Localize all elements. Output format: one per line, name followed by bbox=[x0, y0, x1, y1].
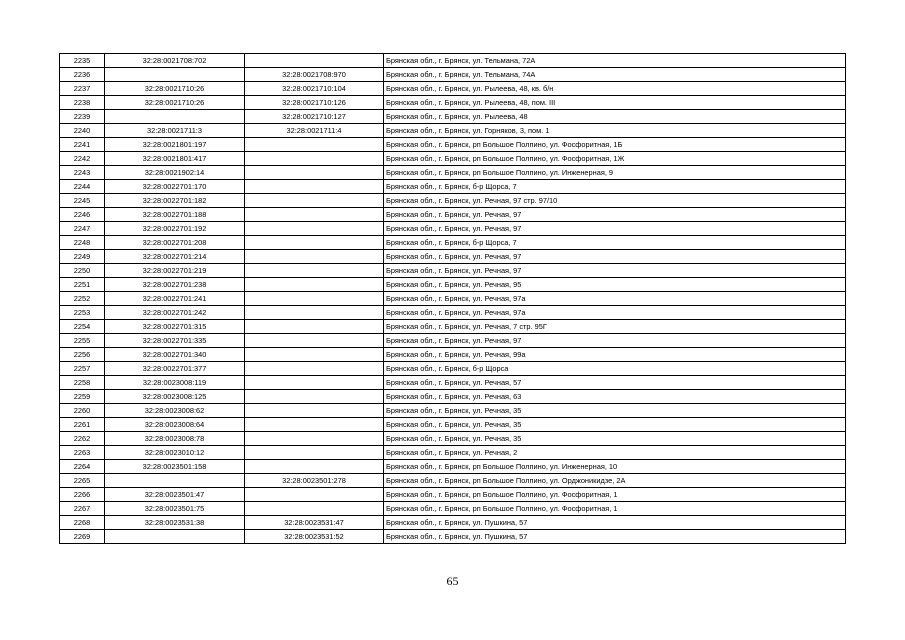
address-cell: Брянская обл., г. Брянск, ул. Речная, 97а bbox=[384, 306, 846, 320]
cadastral-number-secondary-cell bbox=[245, 390, 384, 404]
row-number-cell: 2268 bbox=[60, 516, 105, 530]
row-number-cell: 2259 bbox=[60, 390, 105, 404]
cadastral-number-cell: 32:28:0022701:219 bbox=[105, 264, 245, 278]
cadastral-number-cell: 32:28:0023501:75 bbox=[105, 502, 245, 516]
row-number-cell: 2245 bbox=[60, 194, 105, 208]
table-row bbox=[60, 390, 846, 404]
address-cell: Брянская обл., г. Брянск, ул. Речная, 35 bbox=[384, 418, 846, 432]
table-row bbox=[60, 250, 846, 264]
address-cell: Брянская обл., г. Брянск, ул. Речная, 57 bbox=[384, 376, 846, 390]
table-row bbox=[60, 334, 846, 348]
table-row bbox=[60, 474, 846, 488]
row-number-cell: 2254 bbox=[60, 320, 105, 334]
cadastral-number-cell: 32:28:0022701:170 bbox=[105, 180, 245, 194]
table-row bbox=[60, 516, 846, 530]
row-number-cell: 2256 bbox=[60, 348, 105, 362]
row-number-cell: 2237 bbox=[60, 82, 105, 96]
address-cell: Брянская обл., г. Брянск, ул. Пушкина, 57 bbox=[384, 516, 846, 530]
row-number-cell: 2248 bbox=[60, 236, 105, 250]
address-cell: Брянская обл., г. Брянск, ул. Речная, 97 bbox=[384, 250, 846, 264]
row-number-cell: 2260 bbox=[60, 404, 105, 418]
cadastral-number-cell: 32:28:0021902:14 bbox=[105, 166, 245, 180]
cadastral-number-cell: 32:28:0022701:340 bbox=[105, 348, 245, 362]
cadastral-number-cell: 32:28:0023008:119 bbox=[105, 376, 245, 390]
cadastral-number-secondary-cell bbox=[245, 502, 384, 516]
row-number-cell: 2252 bbox=[60, 292, 105, 306]
cadastral-number-secondary-cell: 32:28:0023531:52 bbox=[245, 530, 384, 544]
row-number-cell: 2241 bbox=[60, 138, 105, 152]
table-row bbox=[60, 460, 846, 474]
row-number-cell: 2242 bbox=[60, 152, 105, 166]
table-row bbox=[60, 306, 846, 320]
cadastral-number-secondary-cell bbox=[245, 250, 384, 264]
cadastral-number-secondary-cell bbox=[245, 194, 384, 208]
cadastral-number-cell: 32:28:0023501:47 bbox=[105, 488, 245, 502]
address-cell: Брянская обл., г. Брянск, ул. Речная, 97 bbox=[384, 334, 846, 348]
table-row bbox=[60, 264, 846, 278]
cadastral-number-secondary-cell bbox=[245, 180, 384, 194]
cadastral-number-secondary-cell bbox=[245, 208, 384, 222]
cadastral-number-secondary-cell bbox=[245, 138, 384, 152]
cadastral-number-cell bbox=[105, 110, 245, 124]
cadastral-number-cell: 32:28:0021801:417 bbox=[105, 152, 245, 166]
cadastral-number-secondary-cell bbox=[245, 166, 384, 180]
address-cell: Брянская обл., г. Брянск, ул. Речная, 97а bbox=[384, 292, 846, 306]
cadastral-number-secondary-cell bbox=[245, 54, 384, 68]
row-number-cell: 2266 bbox=[60, 488, 105, 502]
address-cell: Брянская обл., г. Брянск, рп Большое Полпино, ул. Фосфоритная, 1 bbox=[384, 502, 846, 516]
cadastral-number-secondary-cell bbox=[245, 488, 384, 502]
table-row bbox=[60, 54, 846, 68]
cadastral-number-secondary-cell: 32:28:0021710:126 bbox=[245, 96, 384, 110]
address-cell: Брянская обл., г. Брянск, ул. Речная, 35 bbox=[384, 404, 846, 418]
address-cell: Брянская обл., г. Брянск, ул. Рылеева, 48, пом. III bbox=[384, 96, 846, 110]
row-number-cell: 2269 bbox=[60, 530, 105, 544]
cadastral-number-cell: 32:28:0022701:182 bbox=[105, 194, 245, 208]
table-row bbox=[60, 404, 846, 418]
cadastral-number-secondary-cell: 32:28:0023531:47 bbox=[245, 516, 384, 530]
address-cell: Брянская обл., г. Брянск, ул. Речная, 2 bbox=[384, 446, 846, 460]
cadastral-number-cell: 32:28:0021801:197 bbox=[105, 138, 245, 152]
cadastral-number-secondary-cell bbox=[245, 292, 384, 306]
cadastral-number-cell: 32:28:0022701:335 bbox=[105, 334, 245, 348]
cadastral-number-cell: 32:28:0023010:12 bbox=[105, 446, 245, 460]
table-row bbox=[60, 446, 846, 460]
cadastral-number-secondary-cell bbox=[245, 222, 384, 236]
table-row bbox=[60, 138, 846, 152]
table-row bbox=[60, 96, 846, 110]
cadastral-number-secondary-cell bbox=[245, 236, 384, 250]
row-number-cell: 2246 bbox=[60, 208, 105, 222]
row-number-cell: 2261 bbox=[60, 418, 105, 432]
cadastral-number-cell: 32:28:0022701:377 bbox=[105, 362, 245, 376]
cadastral-number-secondary-cell bbox=[245, 376, 384, 390]
address-cell: Брянская обл., г. Брянск, рп Большое Полпино, ул. Фосфоритная, 1Ж bbox=[384, 152, 846, 166]
cadastral-number-secondary-cell bbox=[245, 418, 384, 432]
row-number-cell: 2239 bbox=[60, 110, 105, 124]
row-number-cell: 2264 bbox=[60, 460, 105, 474]
address-cell: Брянская обл., г. Брянск, рп Большое Полпино, ул. Орджоникидзе, 2А bbox=[384, 474, 846, 488]
cadastral-number-secondary-cell bbox=[245, 362, 384, 376]
cadastral-number-cell: 32:28:0022701:242 bbox=[105, 306, 245, 320]
table-row bbox=[60, 320, 846, 334]
registry-table-body bbox=[60, 54, 846, 544]
table-row bbox=[60, 488, 846, 502]
cadastral-number-cell: 32:28:0023008:64 bbox=[105, 418, 245, 432]
address-cell: Брянская обл., г. Брянск, ул. Речная, 97 bbox=[384, 264, 846, 278]
row-number-cell: 2262 bbox=[60, 432, 105, 446]
address-cell: Брянская обл., г. Брянск, ул. Тельмана, 74А bbox=[384, 68, 846, 82]
table-row bbox=[60, 208, 846, 222]
row-number-cell: 2236 bbox=[60, 68, 105, 82]
address-cell: Брянская обл., г. Брянск, ул. Речная, 95 bbox=[384, 278, 846, 292]
row-number-cell: 2258 bbox=[60, 376, 105, 390]
row-number-cell: 2253 bbox=[60, 306, 105, 320]
table-row bbox=[60, 278, 846, 292]
table-row bbox=[60, 432, 846, 446]
cadastral-number-secondary-cell: 32:28:0021708:970 bbox=[245, 68, 384, 82]
table-row bbox=[60, 68, 846, 82]
cadastral-number-secondary-cell bbox=[245, 320, 384, 334]
cadastral-number-cell: 32:28:0021710:26 bbox=[105, 82, 245, 96]
page-number: 65 bbox=[446, 574, 459, 588]
table-row bbox=[60, 166, 846, 180]
address-cell: Брянская обл., г. Брянск, ул. Горняков, 3, пом. 1 bbox=[384, 124, 846, 138]
cadastral-number-secondary-cell bbox=[245, 306, 384, 320]
cadastral-number-cell: 32:28:0023008:125 bbox=[105, 390, 245, 404]
cadastral-number-cell: 32:28:0022701:238 bbox=[105, 278, 245, 292]
address-cell: Брянская обл., г. Брянск, рп Большое Полпино, ул. Фосфоритная, 1 bbox=[384, 488, 846, 502]
table-row bbox=[60, 152, 846, 166]
table-row bbox=[60, 110, 846, 124]
row-number-cell: 2257 bbox=[60, 362, 105, 376]
table-row bbox=[60, 362, 846, 376]
cadastral-number-cell: 32:28:0021710:26 bbox=[105, 96, 245, 110]
cadastral-number-cell: 32:28:0022701:188 bbox=[105, 208, 245, 222]
address-cell: Брянская обл., г. Брянск, ул. Речная, 99а bbox=[384, 348, 846, 362]
table-row bbox=[60, 502, 846, 516]
row-number-cell: 2263 bbox=[60, 446, 105, 460]
registry-table bbox=[59, 53, 846, 544]
cadastral-number-secondary-cell bbox=[245, 404, 384, 418]
cadastral-number-cell: 32:28:0021711:3 bbox=[105, 124, 245, 138]
row-number-cell: 2265 bbox=[60, 474, 105, 488]
address-cell: Брянская обл., г. Брянск, ул. Речная, 7 стр. 95Г bbox=[384, 320, 846, 334]
cadastral-number-secondary-cell bbox=[245, 334, 384, 348]
cadastral-number-secondary-cell: 32:28:0021711:4 bbox=[245, 124, 384, 138]
row-number-cell: 2240 bbox=[60, 124, 105, 138]
cadastral-number-secondary-cell: 32:28:0023501:278 bbox=[245, 474, 384, 488]
address-cell: Брянская обл., г. Брянск, рп Большое Полпино, ул. Инженерная, 9 bbox=[384, 166, 846, 180]
cadastral-number-cell: 32:28:0023501:158 bbox=[105, 460, 245, 474]
row-number-cell: 2267 bbox=[60, 502, 105, 516]
cadastral-number-cell: 32:28:0023008:62 bbox=[105, 404, 245, 418]
table-row bbox=[60, 348, 846, 362]
row-number-cell: 2247 bbox=[60, 222, 105, 236]
cadastral-number-cell: 32:28:0022701:214 bbox=[105, 250, 245, 264]
cadastral-number-secondary-cell bbox=[245, 152, 384, 166]
cadastral-number-secondary-cell bbox=[245, 278, 384, 292]
address-cell: Брянская обл., г. Брянск, ул. Рылеева, 48 bbox=[384, 110, 846, 124]
table-row bbox=[60, 292, 846, 306]
row-number-cell: 2250 bbox=[60, 264, 105, 278]
address-cell: Брянская обл., г. Брянск, рп Большое Полпино, ул. Инженерная, 10 bbox=[384, 460, 846, 474]
cadastral-number-cell bbox=[105, 68, 245, 82]
cadastral-number-cell: 32:28:0022701:208 bbox=[105, 236, 245, 250]
address-cell: Брянская обл., г. Брянск, б-р Щорса bbox=[384, 362, 846, 376]
row-number-cell: 2238 bbox=[60, 96, 105, 110]
cadastral-number-secondary-cell: 32:28:0021710:104 bbox=[245, 82, 384, 96]
row-number-cell: 2251 bbox=[60, 278, 105, 292]
table-row bbox=[60, 82, 846, 96]
cadastral-number-secondary-cell bbox=[245, 446, 384, 460]
cadastral-number-cell: 32:28:0023531:38 bbox=[105, 516, 245, 530]
row-number-cell: 2255 bbox=[60, 334, 105, 348]
address-cell: Брянская обл., г. Брянск, ул. Речная, 63 bbox=[384, 390, 846, 404]
cadastral-number-cell bbox=[105, 474, 245, 488]
address-cell: Брянская обл., г. Брянск, рп Большое Полпино, ул. Фосфоритная, 1Б bbox=[384, 138, 846, 152]
table-row bbox=[60, 418, 846, 432]
cadastral-number-secondary-cell bbox=[245, 264, 384, 278]
row-number-cell: 2243 bbox=[60, 166, 105, 180]
address-cell: Брянская обл., г. Брянск, ул. Речная, 97 bbox=[384, 222, 846, 236]
table-row bbox=[60, 180, 846, 194]
address-cell: Брянская обл., г. Брянск, б-р Щорса, 7 bbox=[384, 180, 846, 194]
row-number-cell: 2235 bbox=[60, 54, 105, 68]
row-number-cell: 2249 bbox=[60, 250, 105, 264]
cadastral-number-cell: 32:28:0022701:192 bbox=[105, 222, 245, 236]
cadastral-number-cell: 32:28:0022701:315 bbox=[105, 320, 245, 334]
cadastral-number-cell: 32:28:0022701:241 bbox=[105, 292, 245, 306]
address-cell: Брянская обл., г. Брянск, ул. Тельмана, 72А bbox=[384, 54, 846, 68]
cadastral-number-cell: 32:28:0023008:78 bbox=[105, 432, 245, 446]
address-cell: Брянская обл., г. Брянск, ул. Рылеева, 48, кв. б/н bbox=[384, 82, 846, 96]
cadastral-number-secondary-cell bbox=[245, 348, 384, 362]
table-row bbox=[60, 124, 846, 138]
cadastral-number-secondary-cell bbox=[245, 432, 384, 446]
table-row bbox=[60, 222, 846, 236]
table-row bbox=[60, 376, 846, 390]
row-number-cell: 2244 bbox=[60, 180, 105, 194]
cadastral-number-secondary-cell: 32:28:0021710:127 bbox=[245, 110, 384, 124]
address-cell: Брянская обл., г. Брянск, ул. Речная, 97 стр. 97/10 bbox=[384, 194, 846, 208]
table-row bbox=[60, 530, 846, 544]
table-row bbox=[60, 194, 846, 208]
cadastral-number-cell: 32:28:0021708:702 bbox=[105, 54, 245, 68]
cadastral-number-secondary-cell bbox=[245, 460, 384, 474]
cadastral-number-cell bbox=[105, 530, 245, 544]
address-cell: Брянская обл., г. Брянск, ул. Речная, 35 bbox=[384, 432, 846, 446]
table-row bbox=[60, 236, 846, 250]
address-cell: Брянская обл., г. Брянск, ул. Пушкина, 57 bbox=[384, 530, 846, 544]
address-cell: Брянская обл., г. Брянск, б-р Щорса, 7 bbox=[384, 236, 846, 250]
address-cell: Брянская обл., г. Брянск, ул. Речная, 97 bbox=[384, 208, 846, 222]
